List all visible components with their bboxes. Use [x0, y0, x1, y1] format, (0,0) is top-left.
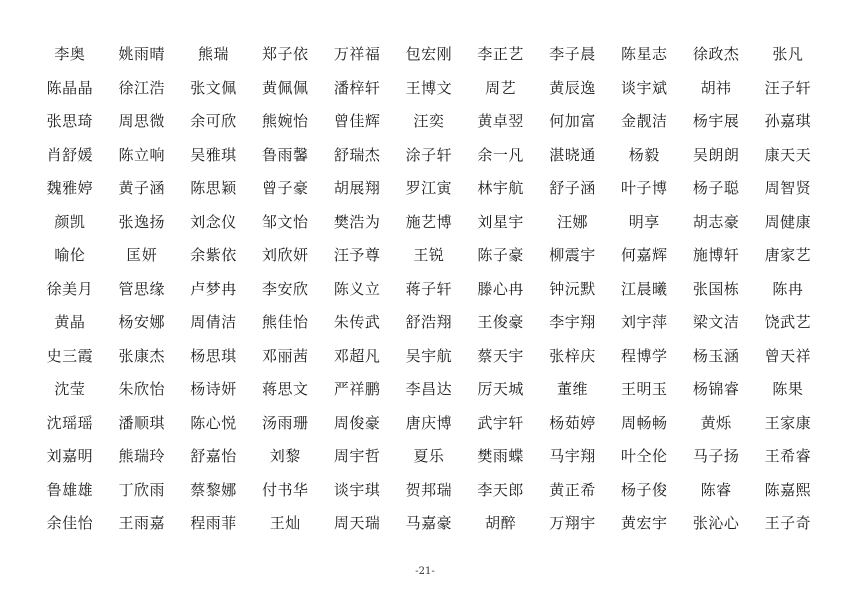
- name-cell: 何嘉辉: [621, 246, 668, 265]
- name-cell: 包宏刚: [405, 45, 453, 64]
- name-cell: 唐庆博: [405, 413, 453, 432]
- name-cell: 杨茹婷: [549, 413, 596, 432]
- name-cell: 黄子涵: [118, 179, 165, 198]
- name-cell: 蔡天宇: [477, 346, 524, 365]
- name-cell: 孙嘉琪: [764, 112, 812, 131]
- name-cell: 刘黎: [269, 447, 301, 466]
- name-cell: 张思琦: [46, 112, 94, 131]
- name-cell: 王锐: [413, 246, 445, 265]
- name-cell: 蒋子轩: [405, 279, 453, 298]
- name-cell: 李子晨: [549, 45, 596, 64]
- name-cell: 朱传武: [333, 313, 381, 332]
- name-row: [34, 37, 824, 71]
- name-cell: 蔡黎娜: [190, 480, 237, 499]
- name-cell: 杨毅: [628, 145, 660, 164]
- name-cell: 金靓洁: [621, 112, 668, 131]
- name-cell: 陈冉: [772, 279, 804, 298]
- name-cell: 熊瑞: [197, 45, 229, 64]
- name-cell: 柳震宇: [549, 246, 596, 265]
- name-grid: [34, 37, 824, 540]
- name-cell: 湛晓通: [549, 145, 596, 164]
- name-cell: 卢梦冉: [190, 279, 237, 298]
- name-cell: 王家康: [764, 413, 812, 432]
- name-cell: 胡志豪: [692, 212, 740, 231]
- name-cell: 明享: [628, 212, 660, 231]
- name-cell: 肖舒媛: [46, 145, 94, 164]
- name-cell: 余一凡: [477, 145, 524, 164]
- name-cell: 胡祎: [700, 78, 732, 97]
- name-cell: 汪予尊: [333, 246, 381, 265]
- name-cell: 匡妍: [126, 246, 158, 265]
- name-cell: 谈宇斌: [621, 78, 668, 97]
- name-cell: 杨子俊: [621, 480, 668, 499]
- name-cell: 黄宏宇: [621, 514, 668, 533]
- name-cell: 朱欣怡: [118, 380, 165, 399]
- name-cell: 管思缘: [118, 279, 165, 298]
- name-cell: 周畅畅: [621, 413, 668, 432]
- name-cell: 饶武艺: [764, 313, 812, 332]
- name-cell: 曾佳辉: [333, 112, 381, 131]
- name-cell: 钟沅默: [549, 279, 596, 298]
- name-cell: 付书华: [262, 480, 309, 499]
- name-cell: 谈宇琪: [333, 480, 381, 499]
- name-cell: 潘梓轩: [333, 78, 381, 97]
- name-row: [34, 506, 824, 540]
- name-cell: 陈心悦: [190, 413, 237, 432]
- name-cell: 胡醉: [485, 514, 517, 533]
- name-cell: 李天郎: [477, 480, 524, 499]
- name-cell: 杨玉涵: [692, 346, 740, 365]
- name-cell: 徐美月: [46, 279, 94, 298]
- name-cell: 汪娜: [556, 212, 588, 231]
- name-cell: 曾天祥: [764, 346, 812, 365]
- name-cell: 郑子依: [262, 45, 309, 64]
- name-cell: 何加富: [549, 112, 596, 131]
- name-cell: 周倩洁: [190, 313, 237, 332]
- name-cell: 陈义立: [333, 279, 381, 298]
- name-cell: 邓丽茜: [262, 346, 309, 365]
- name-cell: 杨宇展: [692, 112, 740, 131]
- name-cell: 王博文: [405, 78, 453, 97]
- name-cell: 陈晶晶: [46, 78, 94, 97]
- name-cell: 王雨嘉: [118, 514, 165, 533]
- name-cell: 黄烁: [700, 413, 732, 432]
- name-cell: 丁欣雨: [118, 480, 165, 499]
- name-cell: 张文佩: [190, 78, 237, 97]
- name-cell: 马宇翔: [549, 447, 596, 466]
- name-cell: 沈莹: [54, 380, 86, 399]
- name-cell: 万祥福: [333, 45, 381, 64]
- name-cell: 王灿: [269, 514, 301, 533]
- name-cell: 滕心冉: [477, 279, 524, 298]
- name-cell: 陈星志: [621, 45, 668, 64]
- name-cell: 汤雨珊: [262, 413, 309, 432]
- name-cell: 马嘉豪: [405, 514, 453, 533]
- name-cell: 樊浩为: [333, 212, 381, 231]
- name-cell: 周智贤: [764, 179, 812, 198]
- name-row: [34, 272, 824, 306]
- name-row: [34, 339, 824, 373]
- name-cell: 杨安娜: [118, 313, 165, 332]
- name-cell: 黄卓翌: [477, 112, 524, 131]
- name-cell: 刘星宇: [477, 212, 524, 231]
- name-cell: 潘顺琪: [118, 413, 165, 432]
- name-cell: 黄辰逸: [549, 78, 596, 97]
- name-cell: 杨诗妍: [190, 380, 237, 399]
- name-cell: 黄佩佩: [262, 78, 309, 97]
- name-cell: 吴朗朗: [692, 145, 740, 164]
- name-cell: 颜凯: [54, 212, 86, 231]
- name-cell: 李宇翔: [549, 313, 596, 332]
- name-cell: 舒嘉怡: [190, 447, 237, 466]
- name-cell: 周天瑞: [333, 514, 381, 533]
- name-cell: 陈思颖: [190, 179, 237, 198]
- name-cell: 董维: [556, 380, 588, 399]
- name-row: [34, 305, 824, 339]
- name-cell: 周艺: [485, 78, 517, 97]
- name-cell: 张康杰: [118, 346, 165, 365]
- name-cell: 刘欣妍: [262, 246, 309, 265]
- name-cell: 严祥鹏: [333, 380, 381, 399]
- name-cell: 罗江寅: [405, 179, 453, 198]
- name-cell: 梁文洁: [692, 313, 740, 332]
- name-cell: 徐政杰: [692, 45, 740, 64]
- name-cell: 黄正希: [549, 480, 596, 499]
- name-cell: 杨子聪: [692, 179, 740, 198]
- name-cell: 张国栋: [692, 279, 740, 298]
- name-cell: 蒋思文: [262, 380, 309, 399]
- name-cell: 周健康: [764, 212, 812, 231]
- name-cell: 胡展翔: [333, 179, 381, 198]
- name-cell: 舒瑞杰: [333, 145, 381, 164]
- name-cell: 陈嘉熙: [764, 480, 812, 499]
- name-cell: 史三霞: [46, 346, 94, 365]
- name-cell: 沈瑶瑶: [46, 413, 94, 432]
- name-cell: 汪子轩: [764, 78, 812, 97]
- name-cell: 吴宇航: [405, 346, 453, 365]
- name-cell: 邹文怡: [262, 212, 309, 231]
- name-cell: 程雨菲: [190, 514, 237, 533]
- name-cell: 樊雨蝶: [477, 447, 524, 466]
- name-row: [34, 372, 824, 406]
- name-cell: 邓超凡: [333, 346, 381, 365]
- name-cell: 施艺博: [405, 212, 453, 231]
- name-cell: 吴雅琪: [190, 145, 237, 164]
- name-cell: 林宇航: [477, 179, 524, 198]
- name-cell: 李昌达: [405, 380, 453, 399]
- name-cell: 张梓庆: [549, 346, 596, 365]
- name-cell: 刘念仪: [190, 212, 237, 231]
- name-cell: 陈子豪: [477, 246, 524, 265]
- name-cell: 王希睿: [764, 447, 812, 466]
- name-cell: 熊婉怡: [262, 112, 309, 131]
- name-cell: 叶子博: [621, 179, 668, 198]
- name-cell: 余可欣: [190, 112, 237, 131]
- name-row: [34, 238, 824, 272]
- name-cell: 叶仝伦: [621, 447, 668, 466]
- name-cell: 刘嘉明: [46, 447, 94, 466]
- name-cell: 李奥: [54, 45, 86, 64]
- name-cell: 鲁雄雄: [46, 480, 94, 499]
- name-cell: 汪奕: [413, 112, 445, 131]
- name-cell: 喻伦: [54, 246, 86, 265]
- name-row: [34, 205, 824, 239]
- name-row: [34, 71, 824, 105]
- name-cell: 刘宇萍: [621, 313, 668, 332]
- name-cell: 余佳怡: [46, 514, 94, 533]
- name-cell: 杨思琪: [190, 346, 237, 365]
- name-cell: 徐江浩: [118, 78, 165, 97]
- name-cell: 张凡: [772, 45, 804, 64]
- name-row: [34, 406, 824, 440]
- name-row: [34, 473, 824, 507]
- name-cell: 陈果: [772, 380, 804, 399]
- name-cell: 康天天: [764, 145, 812, 164]
- name-cell: 周俊豪: [333, 413, 381, 432]
- name-cell: 夏乐: [413, 447, 445, 466]
- name-cell: 江晨曦: [621, 279, 668, 298]
- name-row: [34, 439, 824, 473]
- name-cell: 贺邦瑞: [405, 480, 453, 499]
- name-cell: 魏雅婷: [46, 179, 94, 198]
- name-cell: 余紫依: [190, 246, 237, 265]
- name-cell: 姚雨晴: [118, 45, 165, 64]
- page-number: -21-: [415, 566, 435, 577]
- name-cell: 熊瑞玲: [118, 447, 165, 466]
- name-cell: 舒子涵: [549, 179, 596, 198]
- name-cell: 唐家艺: [764, 246, 812, 265]
- name-cell: 李正艺: [477, 45, 524, 64]
- name-cell: 武宇轩: [477, 413, 524, 432]
- name-row: [34, 104, 824, 138]
- name-cell: 陈立响: [118, 145, 165, 164]
- name-cell: 黄晶: [54, 313, 86, 332]
- name-cell: 王明玉: [621, 380, 668, 399]
- name-cell: 陈睿: [700, 480, 732, 499]
- name-cell: 王子奇: [764, 514, 812, 533]
- name-cell: 杨锦睿: [692, 380, 740, 399]
- name-cell: 周宇哲: [333, 447, 381, 466]
- name-cell: 张沁心: [692, 514, 740, 533]
- name-row: [34, 138, 824, 172]
- name-cell: 鲁雨馨: [262, 145, 309, 164]
- name-cell: 周思微: [118, 112, 165, 131]
- name-row: [34, 171, 824, 205]
- name-cell: 舒浩翔: [405, 313, 453, 332]
- name-cell: 熊佳怡: [262, 313, 309, 332]
- name-cell: 马子扬: [692, 447, 740, 466]
- name-cell: 万翔宇: [549, 514, 596, 533]
- name-cell: 施博轩: [692, 246, 740, 265]
- name-cell: 曾子豪: [262, 179, 309, 198]
- name-cell: 程博学: [621, 346, 668, 365]
- name-cell: 王俊豪: [477, 313, 524, 332]
- name-cell: 厉天城: [477, 380, 524, 399]
- name-cell: 李安欣: [262, 279, 309, 298]
- name-cell: 张逸扬: [118, 212, 165, 231]
- name-cell: 涂子轩: [405, 145, 453, 164]
